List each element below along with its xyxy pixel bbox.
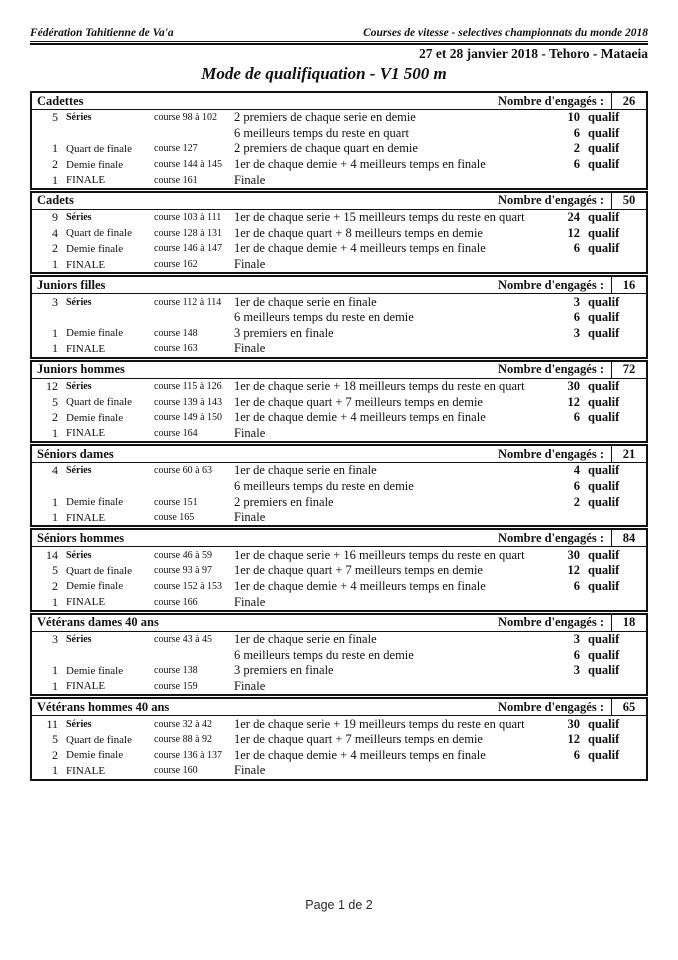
course-cell: course 93 à 97 (154, 565, 213, 577)
course-cell: course 160 (154, 765, 198, 777)
phase-cell: Quart de finale (66, 396, 132, 409)
description-cell: 1er de chaque serie + 15 meilleurs temps du reste en quart (234, 210, 525, 225)
phase-cell: Quart de finale (66, 142, 132, 155)
table-row (32, 632, 646, 648)
qualif-count-cell: 2 (573, 494, 580, 509)
count-cell: 2 (52, 578, 58, 593)
count-cell: 4 (52, 463, 58, 478)
count-cell: 1 (52, 257, 58, 272)
table-row (32, 479, 646, 495)
description-cell: 1er de chaque serie en finale (234, 463, 377, 478)
qualif-label-cell: qualif (588, 732, 620, 747)
qualif-label-cell: qualif (588, 578, 620, 593)
description-cell: Finale (234, 172, 266, 187)
qualif-count-cell: 3 (573, 663, 580, 678)
course-cell: course 46 à 59 (154, 549, 213, 561)
qualif-count-cell: 2 (573, 141, 580, 156)
qualif-count-cell: 12 (567, 394, 580, 409)
category-section (30, 360, 648, 443)
page-content (30, 0, 648, 782)
course-cell: course 88 à 92 (154, 734, 213, 746)
category-name: Vétérans hommes 40 ans (37, 699, 170, 714)
course-cell: course 127 (154, 143, 198, 155)
description-cell: 1er de chaque demie + 4 meilleurs temps en finale (234, 747, 486, 762)
masthead-left: Fédération Tahitienne de Va'a (30, 27, 174, 39)
engages-count: 84 (611, 530, 646, 546)
engages-count: 26 (611, 93, 646, 109)
course-cell: course 60 à 63 (154, 465, 213, 477)
description-cell: 3 premiers en finale (234, 325, 334, 340)
table-row (32, 426, 646, 442)
qualif-count-cell: 6 (573, 747, 580, 762)
phase-cell: Séries (66, 381, 92, 393)
table-row (32, 294, 646, 310)
table-row (32, 226, 646, 242)
category-name: Vétérans dames 40 ans (37, 615, 159, 630)
table-row (32, 241, 646, 257)
count-cell: 1 (52, 510, 58, 525)
description-cell: Finale (234, 257, 266, 272)
table-row (32, 310, 646, 326)
course-cell: course 103 à 111 (154, 212, 222, 224)
course-cell: course 43 à 45 (154, 634, 213, 646)
phase-cell: Séries (66, 634, 92, 646)
section-header (32, 530, 646, 547)
phase-cell: Demie finale (66, 749, 124, 762)
phase-cell: Quart de finale (66, 227, 132, 240)
table-row (32, 326, 646, 342)
table-row (32, 663, 646, 679)
engages-count: 21 (611, 446, 646, 462)
phase-cell: FINALE (66, 174, 106, 187)
engages-count: 18 (611, 615, 646, 631)
qualif-count-cell: 30 (567, 547, 580, 562)
qualif-count-cell: 12 (567, 732, 580, 747)
qualif-label-cell: qualif (588, 663, 620, 678)
qualif-label-cell: qualif (588, 241, 620, 256)
description-cell: Finale (234, 510, 266, 525)
count-cell: 4 (52, 225, 58, 240)
engages-count: 72 (611, 362, 646, 378)
table-row (32, 547, 646, 563)
category-section (30, 613, 648, 696)
table-row (32, 394, 646, 410)
count-cell: 2 (52, 747, 58, 762)
count-cell: 1 (52, 325, 58, 340)
count-cell: 1 (52, 141, 58, 156)
phase-cell: FINALE (66, 680, 106, 693)
category-name: Juniors filles (37, 277, 106, 292)
count-cell: 1 (52, 172, 58, 187)
engages-label: Nombre d'engagés : (497, 615, 604, 630)
phase-cell: Demie finale (66, 158, 124, 171)
count-cell: 3 (52, 294, 58, 309)
qualif-label-cell: qualif (588, 310, 620, 325)
qualif-count-cell: 3 (573, 294, 580, 309)
phase-cell: Séries (66, 112, 92, 124)
phase-cell: FINALE (66, 596, 106, 609)
count-cell: 1 (52, 341, 58, 356)
course-cell: course 112 à 114 (154, 296, 222, 308)
section-header (32, 699, 646, 716)
category-name: Juniors hommes (37, 362, 125, 377)
qualif-count-cell: 3 (573, 632, 580, 647)
course-cell: course 159 (154, 680, 198, 692)
count-cell: 2 (52, 157, 58, 172)
page-title: Mode de qualifiquation - V1 500 m (201, 64, 447, 83)
date-location: 27 et 28 janvier 2018 - Tehoro - Mataeia (419, 46, 648, 61)
phase-cell: FINALE (66, 511, 106, 524)
table-row (32, 679, 646, 695)
category-name: Séniors dames (37, 446, 114, 461)
table-row (32, 594, 646, 610)
qualif-label-cell: qualif (588, 157, 620, 172)
category-section (30, 91, 648, 190)
table-row (32, 716, 646, 732)
count-cell: 14 (46, 547, 58, 562)
course-cell: course 128 à 131 (154, 227, 223, 239)
course-cell: course 146 à 147 (154, 243, 223, 255)
description-cell: 1er de chaque quart + 7 meilleurs temps en demie (234, 394, 483, 409)
course-cell: course 163 (154, 343, 198, 355)
phase-cell: Séries (66, 549, 92, 561)
course-cell: course 148 (154, 327, 198, 339)
phase-cell: Demie finale (66, 580, 124, 593)
engages-label: Nombre d'engagés : (497, 93, 604, 108)
page-number: Page 1 de 2 (305, 898, 373, 912)
masthead-right: Courses de vitesse - selectives championnats du monde 2018 (363, 27, 648, 39)
table-row (32, 157, 646, 173)
count-cell: 5 (52, 732, 58, 747)
qualif-label-cell: qualif (588, 647, 620, 662)
description-cell: 6 meilleurs temps du reste en quart (234, 125, 409, 140)
course-cell: course 161 (154, 174, 198, 186)
count-cell: 2 (52, 241, 58, 256)
count-cell: 5 (52, 110, 58, 125)
description-cell: 1er de chaque demie + 4 meilleurs temps en finale (234, 578, 486, 593)
table-row (32, 110, 646, 126)
description-cell: 1er de chaque serie + 16 meilleurs temps du reste en quart (234, 547, 525, 562)
qualif-count-cell: 30 (567, 379, 580, 394)
section-header (32, 362, 646, 379)
phase-cell: FINALE (66, 258, 106, 271)
count-cell: 1 (52, 763, 58, 778)
phase-cell: Séries (66, 212, 92, 224)
count-cell: 1 (52, 663, 58, 678)
table-row (32, 410, 646, 426)
engages-label: Nombre d'engagés : (497, 193, 604, 208)
description-cell: 6 meilleurs temps du reste en demie (234, 310, 414, 325)
description-cell: 3 premiers en finale (234, 663, 334, 678)
qualif-label-cell: qualif (588, 141, 620, 156)
masthead (30, 27, 648, 42)
phase-cell: Demie finale (66, 242, 124, 255)
course-cell: course 151 (154, 496, 198, 508)
course-cell: course 162 (154, 259, 198, 271)
qualif-label-cell: qualif (588, 379, 620, 394)
qualif-label-cell: qualif (588, 563, 620, 578)
qualif-count-cell: 6 (573, 157, 580, 172)
qualif-count-cell: 6 (573, 578, 580, 593)
count-cell: 5 (52, 394, 58, 409)
course-cell: couse 165 (154, 512, 195, 524)
course-cell: course 32 à 42 (154, 718, 213, 730)
count-cell: 1 (52, 594, 58, 609)
description-cell: 6 meilleurs temps du reste en demie (234, 647, 414, 662)
description-cell: 1er de chaque demie + 4 meilleurs temps en finale (234, 410, 486, 425)
qualif-count-cell: 6 (573, 310, 580, 325)
table-row (32, 747, 646, 763)
qualif-label-cell: qualif (588, 325, 620, 340)
count-cell: 1 (52, 494, 58, 509)
phase-cell: FINALE (66, 764, 106, 777)
table-row (32, 494, 646, 510)
qualif-count-cell: 12 (567, 225, 580, 240)
description-cell: Finale (234, 678, 266, 693)
phase-cell: Séries (66, 465, 92, 477)
qualif-count-cell: 30 (567, 716, 580, 731)
sections (30, 91, 648, 781)
table-row (32, 732, 646, 748)
course-cell: course 98 à 102 (154, 112, 218, 124)
qualif-label-cell: qualif (588, 494, 620, 509)
table-row (32, 172, 646, 188)
phase-cell: Demie finale (66, 327, 124, 340)
qualif-label-cell: qualif (588, 632, 620, 647)
qualif-count-cell: 6 (573, 478, 580, 493)
table-row (32, 379, 646, 395)
category-section (30, 275, 648, 358)
count-cell: 1 (52, 678, 58, 693)
qualif-label-cell: qualif (588, 294, 620, 309)
course-cell: course 138 (154, 665, 198, 677)
description-cell: 1er de chaque demie + 4 meilleurs temps en finale (234, 157, 486, 172)
course-cell: course 149 à 150 (154, 412, 223, 424)
description-cell: Finale (234, 594, 266, 609)
qualif-label-cell: qualif (588, 478, 620, 493)
engages-label: Nombre d'engagés : (497, 277, 604, 292)
phase-cell: Séries (66, 296, 92, 308)
course-cell: course 152 à 153 (154, 580, 223, 592)
description-cell: 1er de chaque serie en finale (234, 632, 377, 647)
section-header (32, 446, 646, 463)
phase-cell: Quart de finale (66, 564, 132, 577)
count-cell: 11 (46, 716, 58, 731)
description-cell: 1er de chaque demie + 4 meilleurs temps en finale (234, 241, 486, 256)
qualif-count-cell: 24 (567, 210, 580, 225)
phase-cell: Demie finale (66, 411, 124, 424)
qualif-label-cell: qualif (588, 547, 620, 562)
count-cell: 1 (52, 425, 58, 440)
qualif-label-cell: qualif (588, 747, 620, 762)
qualif-count-cell: 6 (573, 647, 580, 662)
table-row (32, 763, 646, 779)
phase-cell: Séries (66, 718, 92, 730)
phase-cell: FINALE (66, 427, 106, 440)
description-cell: 2 premiers de chaque quart en demie (234, 141, 418, 156)
description-cell: 2 premiers en finale (234, 494, 334, 509)
table-row (32, 126, 646, 142)
category-section (30, 697, 648, 780)
qualif-count-cell: 4 (573, 463, 580, 478)
phase-cell: Demie finale (66, 496, 124, 509)
course-cell: course 139 à 143 (154, 396, 223, 408)
qualif-label-cell: qualif (588, 463, 620, 478)
table-row (32, 463, 646, 479)
qualif-label-cell: qualif (588, 110, 620, 125)
description-cell: 6 meilleurs temps du reste en demie (234, 478, 414, 493)
qualif-label-cell: qualif (588, 125, 620, 140)
phase-cell: FINALE (66, 342, 106, 355)
description-cell: 1er de chaque serie en finale (234, 294, 377, 309)
engages-label: Nombre d'engagés : (497, 446, 604, 461)
engages-count: 16 (611, 277, 646, 293)
description-cell: Finale (234, 425, 266, 440)
qualif-count-cell: 6 (573, 241, 580, 256)
engages-label: Nombre d'engagés : (497, 699, 604, 714)
course-cell: course 136 à 137 (154, 749, 223, 761)
engages-label: Nombre d'engagés : (497, 362, 604, 377)
header-rule (30, 43, 648, 45)
category-section (30, 528, 648, 611)
qualif-label-cell: qualif (588, 210, 620, 225)
description-cell: Finale (234, 763, 266, 778)
table-row (32, 341, 646, 357)
phase-cell: Quart de finale (66, 733, 132, 746)
qualif-label-cell: qualif (588, 410, 620, 425)
table-row (32, 647, 646, 663)
count-cell: 3 (52, 632, 58, 647)
count-cell: 12 (46, 379, 58, 394)
qualif-count-cell: 6 (573, 410, 580, 425)
engages-count: 50 (611, 193, 646, 209)
engages-label: Nombre d'engagés : (497, 530, 604, 545)
section-header (32, 615, 646, 632)
qualif-label-cell: qualif (588, 394, 620, 409)
engages-count: 65 (611, 699, 646, 715)
qualif-label-cell: qualif (588, 716, 620, 731)
count-cell: 9 (52, 210, 58, 225)
table-row (32, 141, 646, 157)
table-row (32, 210, 646, 226)
category-section (30, 444, 648, 527)
qualif-count-cell: 6 (573, 125, 580, 140)
table-row (32, 510, 646, 526)
description-cell: 1er de chaque quart + 8 meilleurs temps en demie (234, 225, 483, 240)
count-cell: 5 (52, 563, 58, 578)
table-row (32, 257, 646, 273)
section-header (32, 93, 646, 110)
category-name: Cadettes (37, 93, 84, 108)
description-cell: 1er de chaque serie + 18 meilleurs temps du reste en quart (234, 379, 525, 394)
description-cell: Finale (234, 341, 266, 356)
qualif-label-cell: qualif (588, 225, 620, 240)
description-cell: 2 premiers de chaque serie en demie (234, 110, 416, 125)
course-cell: course 164 (154, 427, 198, 439)
count-cell: 2 (52, 410, 58, 425)
section-header (32, 277, 646, 294)
category-name: Cadets (37, 193, 74, 208)
qualif-count-cell: 10 (567, 110, 580, 125)
description-cell: 1er de chaque quart + 7 meilleurs temps en demie (234, 563, 483, 578)
category-section (30, 191, 648, 274)
phase-cell: Demie finale (66, 664, 124, 677)
course-cell: course 115 à 126 (154, 381, 222, 393)
description-cell: 1er de chaque serie + 19 meilleurs temps du reste en quart (234, 716, 525, 731)
course-cell: course 144 à 145 (154, 159, 223, 171)
qualif-count-cell: 3 (573, 325, 580, 340)
table-row (32, 563, 646, 579)
section-header (32, 193, 646, 210)
course-cell: course 166 (154, 596, 198, 608)
qualif-count-cell: 12 (567, 563, 580, 578)
category-name: Séniors hommes (37, 530, 125, 545)
description-cell: 1er de chaque quart + 7 meilleurs temps en demie (234, 732, 483, 747)
table-row (32, 579, 646, 595)
